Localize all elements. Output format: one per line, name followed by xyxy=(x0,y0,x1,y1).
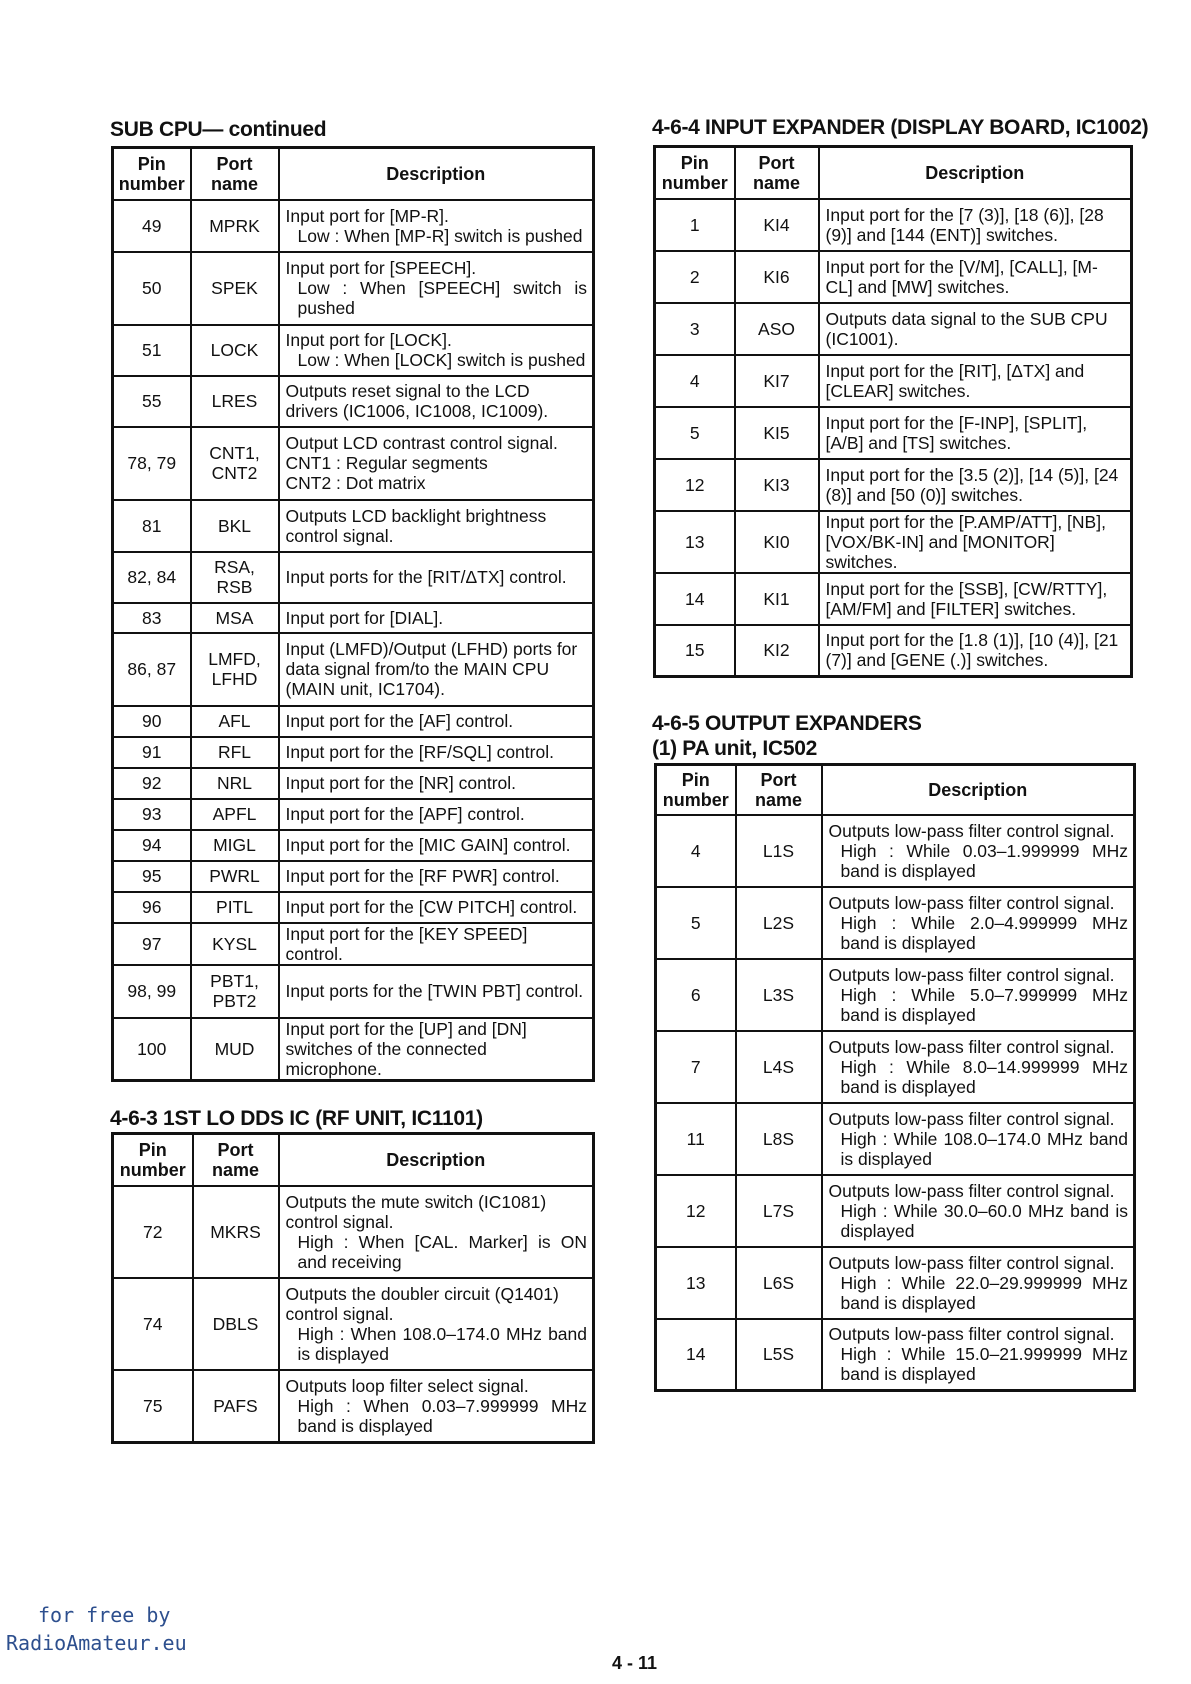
header-description: Description xyxy=(279,148,594,200)
description-cell: Input ports for the [TWIN PBT] control. xyxy=(279,965,594,1018)
pin-number-cell: 7 xyxy=(656,1031,736,1103)
header-description: Description xyxy=(819,147,1132,199)
header-description: Description xyxy=(822,765,1135,815)
table-row xyxy=(113,633,594,706)
table-row xyxy=(113,892,594,923)
description-cell: Outputs low-pass filter control signal. High : While 5.0–7.999999 MHz band is displayed xyxy=(822,959,1135,1031)
pin-number-cell: 4 xyxy=(655,355,735,407)
pin-number-cell: 75 xyxy=(113,1370,193,1443)
pin-number-cell: 91 xyxy=(113,737,191,768)
input-expander-title: 4-6-4 INPUT EXPANDER (DISPLAY BOARD, IC1002) xyxy=(652,116,1149,139)
port-name-cell: MKRS xyxy=(193,1186,279,1278)
table-row xyxy=(655,355,1132,407)
port-name-cell: CNT1, CNT2 xyxy=(191,427,279,500)
input-expander-table xyxy=(653,145,1133,678)
table-row xyxy=(113,861,594,892)
description-cell: Input port for the [3.5 (2)], [14 (5)], [24 (8)] and [50 (0)] switches. xyxy=(819,459,1132,511)
description-cell: Input port for the [KEY SPEED] control. xyxy=(279,923,594,965)
pin-number-cell: 100 xyxy=(113,1018,191,1081)
description-note: Low : When [MP-R] switch is pushed xyxy=(297,225,583,246)
port-name-cell: MPRK xyxy=(191,200,279,252)
pin-number-cell: 92 xyxy=(113,768,191,799)
port-name-cell: APFL xyxy=(191,799,279,830)
table-row xyxy=(113,965,594,1018)
description-note: High : While 2.0–4.999999 MHz band is displayed xyxy=(840,912,1128,953)
port-name-cell: L5S xyxy=(736,1319,822,1391)
description-cell: Outputs low-pass filter control signal. High : While 22.0–29.999999 MHz band is displayed xyxy=(822,1247,1135,1319)
description-cell: Outputs low-pass filter control signal. High : While 30.0–60.0 MHz band is displayed xyxy=(822,1175,1135,1247)
table-row xyxy=(113,923,594,965)
port-name-cell: RSA, RSB xyxy=(191,552,279,603)
table-row xyxy=(113,799,594,830)
port-name-cell: MSA xyxy=(191,603,279,633)
description-note: High : While 8.0–14.999999 MHz band is displayed xyxy=(840,1056,1128,1097)
table-row xyxy=(656,887,1135,959)
pin-number-cell: 5 xyxy=(655,407,735,459)
pin-number-cell: 74 xyxy=(113,1278,193,1370)
pin-number-cell: 13 xyxy=(655,511,735,573)
output-expanders-title: 4-6-5 OUTPUT EXPANDERS xyxy=(652,712,922,735)
port-name-cell: PBT1, PBT2 xyxy=(191,965,279,1018)
description-cell: Input port for the [7 (3)], [18 (6)], [28 (9)] and [144 (ENT)] switches. xyxy=(819,199,1132,251)
description-cell: Outputs low-pass filter control signal. High : While 108.0–174.0 MHz band is displayed xyxy=(822,1103,1135,1175)
pin-number-cell: 97 xyxy=(113,923,191,965)
table-row xyxy=(655,511,1132,573)
port-name-cell: ASO xyxy=(735,303,819,355)
description-note: High : While 22.0–29.999999 MHz band is displayed xyxy=(840,1272,1128,1313)
description-cell: Outputs low-pass filter control signal. High : While 8.0–14.999999 MHz band is displayed xyxy=(822,1031,1135,1103)
description-cell: Input port for the [MIC GAIN] control. xyxy=(279,830,594,861)
description-cell: Input port for the [F-INP], [SPLIT], [A/B] and [TS] switches. xyxy=(819,407,1132,459)
description-cell: Outputs LCD backlight brightness control signal. xyxy=(279,500,594,552)
port-name-cell: L8S xyxy=(736,1103,822,1175)
pin-number-cell: 86, 87 xyxy=(113,633,191,706)
port-name-cell: PITL xyxy=(191,892,279,923)
description-cell: Input port for the [SSB], [CW/RTTY], [AM/FM] and [FILTER] switches. xyxy=(819,573,1132,625)
port-name-cell: L2S xyxy=(736,887,822,959)
port-name-cell: KYSL xyxy=(191,923,279,965)
pin-number-cell: 50 xyxy=(113,252,191,325)
header-port-name: Port name xyxy=(736,765,822,815)
port-name-cell: KI6 xyxy=(735,251,819,303)
description-cell: Input port for the [AF] control. xyxy=(279,706,594,737)
pin-number-cell: 82, 84 xyxy=(113,552,191,603)
description-cell: Input port for the [NR] control. xyxy=(279,768,594,799)
port-name-cell: LMFD, LFHD xyxy=(191,633,279,706)
footer-line-1: for free by xyxy=(38,1603,171,1627)
table-row xyxy=(113,252,594,325)
description-cell: Outputs the mute switch (IC1081) control signal. High : When [CAL. Marker] is ON and receiving xyxy=(279,1186,594,1278)
pin-number-cell: 6 xyxy=(656,959,736,1031)
pin-number-cell: 49 xyxy=(113,200,191,252)
port-name-cell: RFL xyxy=(191,737,279,768)
lo-dds-title: 4-6-3 1ST LO DDS IC (RF UNIT, IC1101) xyxy=(110,1107,483,1130)
description-cell: Outputs the doubler circuit (Q1401) control signal. High : When 108.0–174.0 MHz band is displayed xyxy=(279,1278,594,1370)
pin-number-cell: 2 xyxy=(655,251,735,303)
port-name-cell: KI7 xyxy=(735,355,819,407)
header-pin-number: Pin number xyxy=(113,148,191,200)
description-cell: Input port for [DIAL]. xyxy=(279,603,594,633)
pin-number-cell: 4 xyxy=(656,815,736,887)
table-row xyxy=(113,1018,594,1081)
table-row xyxy=(113,1370,594,1443)
header-pin-number: Pin number xyxy=(655,147,735,199)
footer-line-2: RadioAmateur.eu xyxy=(6,1631,187,1655)
pin-number-cell: 11 xyxy=(656,1103,736,1175)
pin-number-cell: 15 xyxy=(655,625,735,677)
port-name-cell: KI4 xyxy=(735,199,819,251)
table-row xyxy=(655,625,1132,677)
port-name-cell: KI2 xyxy=(735,625,819,677)
description-note: High : While 30.0–60.0 MHz band is displayed xyxy=(840,1200,1128,1241)
description-note: High : While 108.0–174.0 MHz band is displayed xyxy=(840,1128,1128,1169)
pin-number-cell: 5 xyxy=(656,887,736,959)
port-name-cell: MUD xyxy=(191,1018,279,1081)
table-row xyxy=(113,1278,594,1370)
port-name-cell: KI5 xyxy=(735,407,819,459)
description-cell: Input port for the [V/M], [CALL], [M-CL] and [MW] switches. xyxy=(819,251,1132,303)
description-note: Low : When [LOCK] switch is pushed xyxy=(297,350,586,370)
port-name-cell: KI1 xyxy=(735,573,819,625)
description-cell: Outputs low-pass filter control signal. High : While 15.0–21.999999 MHz band is displayed xyxy=(822,1319,1135,1391)
port-name-cell: LOCK xyxy=(191,325,279,376)
port-name-cell: NRL xyxy=(191,768,279,799)
description-cell: Input ports for the [RIT/ΔTX] control. xyxy=(279,552,594,603)
output-expanders-table xyxy=(654,763,1136,1392)
table-row xyxy=(113,376,594,427)
pin-number-cell: 96 xyxy=(113,892,191,923)
port-name-cell: L6S xyxy=(736,1247,822,1319)
table-row xyxy=(113,706,594,737)
description-cell: Input port for [LOCK]. Low : When [LOCK] switch is pushed xyxy=(279,325,594,376)
table-row xyxy=(655,573,1132,625)
table-row xyxy=(655,199,1132,251)
port-name-cell: DBLS xyxy=(193,1278,279,1370)
table-row xyxy=(655,459,1132,511)
sub-cpu-title: SUB CPU— continued xyxy=(110,118,327,141)
port-name-cell: KI0 xyxy=(735,511,819,573)
table-row xyxy=(656,1175,1135,1247)
description-note: High : While 15.0–21.999999 MHz band is displayed xyxy=(840,1344,1128,1385)
table-row xyxy=(655,407,1132,459)
page-number: 4 - 11 xyxy=(612,1653,658,1673)
description-note: High : When 108.0–174.0 MHz band is displayed xyxy=(297,1323,587,1364)
table-row xyxy=(113,603,594,633)
pa-unit-subtitle: (1) PA unit, IC502 xyxy=(652,737,817,760)
port-name-cell: L4S xyxy=(736,1031,822,1103)
description-cell: Input port for the [UP] and [DN] switches of the connected microphone. xyxy=(279,1018,594,1081)
port-name-cell: L1S xyxy=(736,815,822,887)
pin-number-cell: 83 xyxy=(113,603,191,633)
pin-number-cell: 95 xyxy=(113,861,191,892)
description-note: High : When 0.03–7.999999 MHz band is displayed xyxy=(297,1395,587,1436)
header-port-name: Port name xyxy=(193,1134,279,1186)
description-cell: Outputs low-pass filter control signal. High : While 0.03–1.999999 MHz band is displayed xyxy=(822,815,1135,887)
table-row xyxy=(655,303,1132,355)
description-cell: Input port for the [CW PITCH] control. xyxy=(279,892,594,923)
port-name-cell: KI3 xyxy=(735,459,819,511)
port-name-cell: MIGL xyxy=(191,830,279,861)
port-name-cell: PAFS xyxy=(193,1370,279,1443)
table-row xyxy=(113,1186,594,1278)
table-row xyxy=(656,1103,1135,1175)
description-cell: Input port for the [RF PWR] control. xyxy=(279,861,594,892)
description-cell: Input port for the [APF] control. xyxy=(279,799,594,830)
pin-number-cell: 98, 99 xyxy=(113,965,191,1018)
table-row xyxy=(656,1247,1135,1319)
description-cell: Outputs reset signal to the LCD drivers (IC1006, IC1008, IC1009). xyxy=(279,376,594,427)
description-cell: Input port for [SPEECH]. Low : When [SPEECH] switch is pushed xyxy=(279,252,594,325)
pin-number-cell: 81 xyxy=(113,500,191,552)
port-name-cell: AFL xyxy=(191,706,279,737)
description-note: High : While 5.0–7.999999 MHz band is displayed xyxy=(840,984,1128,1025)
table-row xyxy=(656,1031,1135,1103)
table-row xyxy=(113,830,594,861)
description-cell: Outputs data signal to the SUB CPU (IC1001). xyxy=(819,303,1132,355)
pin-number-cell: 12 xyxy=(655,459,735,511)
table-row xyxy=(113,552,594,603)
description-note: Low : When [SPEECH] switch is pushed xyxy=(297,278,587,318)
description-cell: Input (LMFD)/Output (LFHD) ports for data signal from/to the MAIN CPU (MAIN unit, IC1704). xyxy=(279,633,594,706)
lo-dds-table xyxy=(111,1132,595,1444)
description-note: High : While 0.03–1.999999 MHz band is displayed xyxy=(840,840,1128,881)
port-name-cell: SPEK xyxy=(191,252,279,325)
table-row xyxy=(113,737,594,768)
pin-number-cell: 14 xyxy=(656,1319,736,1391)
pin-number-cell: 94 xyxy=(113,830,191,861)
table-row xyxy=(656,1319,1135,1391)
description-cell: Input port for the [RIT], [ΔTX] and [CLEAR] switches. xyxy=(819,355,1132,407)
pin-number-cell: 1 xyxy=(655,199,735,251)
description-cell: Input port for the [RF/SQL] control. xyxy=(279,737,594,768)
port-name-cell: BKL xyxy=(191,500,279,552)
table-row xyxy=(113,200,594,252)
description-note: High : When [CAL. Marker] is ON and receiving xyxy=(297,1231,587,1272)
pin-number-cell: 14 xyxy=(655,573,735,625)
sub-cpu-table xyxy=(111,146,595,1082)
pin-number-cell: 93 xyxy=(113,799,191,830)
table-row xyxy=(656,959,1135,1031)
port-name-cell: L7S xyxy=(736,1175,822,1247)
description-cell: Input port for the [1.8 (1)], [10 (4)], [21 (7)] and [GENE (.)] switches. xyxy=(819,625,1132,677)
pin-number-cell: 3 xyxy=(655,303,735,355)
pin-number-cell: 72 xyxy=(113,1186,193,1278)
footer-watermark xyxy=(6,1601,187,1657)
table-row xyxy=(113,427,594,500)
pin-number-cell: 13 xyxy=(656,1247,736,1319)
description-cell: Output LCD contrast control signal. CNT1 : Regular segments CNT2 : Dot matrix xyxy=(279,427,594,500)
table-row xyxy=(113,325,594,376)
port-name-cell: PWRL xyxy=(191,861,279,892)
description-cell: Outputs loop filter select signal. High : When 0.03–7.999999 MHz band is displayed xyxy=(279,1370,594,1443)
table-row xyxy=(655,251,1132,303)
pin-number-cell: 55 xyxy=(113,376,191,427)
port-name-cell: LRES xyxy=(191,376,279,427)
table-row xyxy=(656,815,1135,887)
description-cell: Outputs low-pass filter control signal. High : While 2.0–4.999999 MHz band is displayed xyxy=(822,887,1135,959)
header-pin-number: Pin number xyxy=(113,1134,193,1186)
header-port-name: Port name xyxy=(735,147,819,199)
port-name-cell: L3S xyxy=(736,959,822,1031)
pin-number-cell: 51 xyxy=(113,325,191,376)
pin-number-cell: 78, 79 xyxy=(113,427,191,500)
header-pin-number: Pin number xyxy=(656,765,736,815)
pin-number-cell: 12 xyxy=(656,1175,736,1247)
header-port-name: Port name xyxy=(191,148,279,200)
description-cell: Input port for the [P.AMP/ATT], [NB], [VOX/BK-IN] and [MONITOR] switches. xyxy=(819,511,1132,573)
table-row xyxy=(113,500,594,552)
table-row xyxy=(113,768,594,799)
pin-number-cell: 90 xyxy=(113,706,191,737)
description-cell: Input port for [MP-R]. Low : When [MP-R] switch is pushed xyxy=(279,200,594,252)
header-description: Description xyxy=(279,1134,594,1186)
